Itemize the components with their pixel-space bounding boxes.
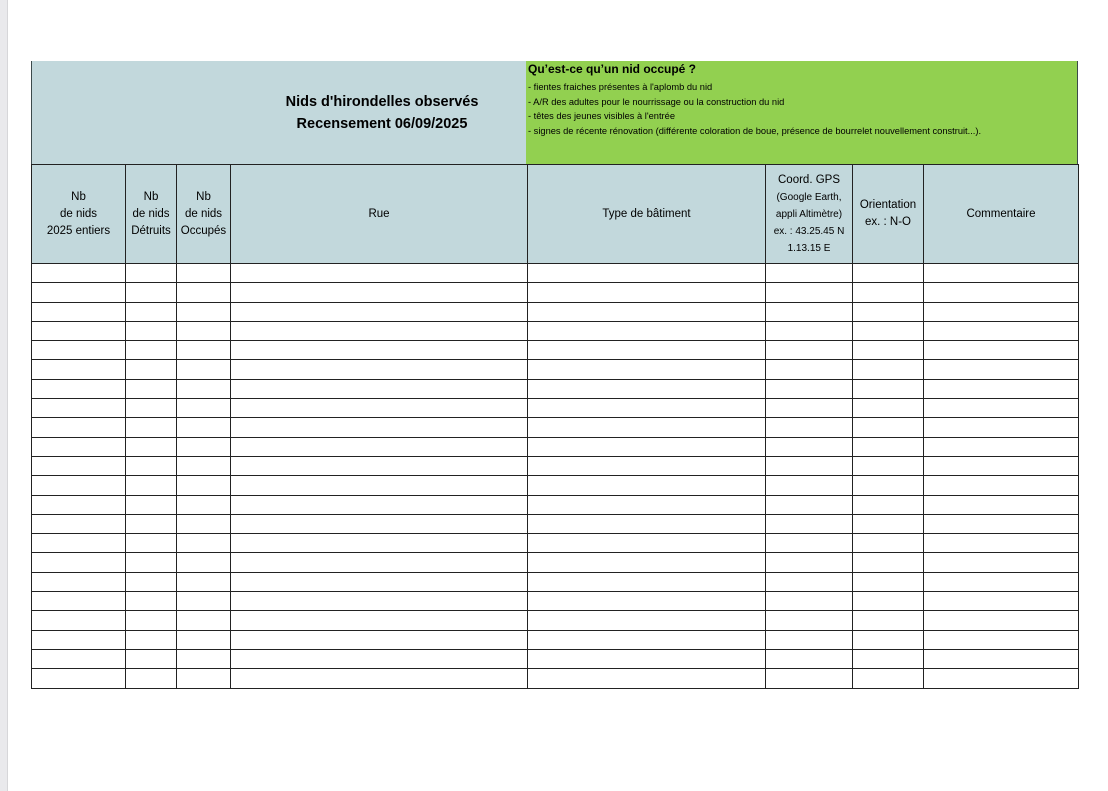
table-cell[interactable] (32, 456, 126, 475)
table-cell[interactable] (32, 341, 126, 360)
table-row (32, 572, 1079, 591)
table-cell[interactable] (853, 572, 924, 591)
table-cell[interactable] (766, 572, 853, 591)
table-cell[interactable] (528, 534, 766, 553)
table-cell[interactable] (177, 418, 231, 437)
table-cell[interactable] (32, 399, 126, 418)
table-cell[interactable] (126, 399, 177, 418)
table-cell[interactable] (126, 341, 177, 360)
table-cell[interactable] (853, 456, 924, 475)
table-cell[interactable] (766, 341, 853, 360)
table-cell[interactable] (177, 534, 231, 553)
table-cell[interactable] (528, 302, 766, 321)
census-table (31, 164, 1079, 689)
table-cell[interactable] (177, 630, 231, 649)
table-cell[interactable] (924, 514, 1079, 533)
header-line: de nids (59, 207, 98, 220)
table-cell[interactable] (853, 399, 924, 418)
header-line: Nb (71, 190, 86, 203)
table-cell[interactable] (126, 418, 177, 437)
table-cell[interactable] (853, 437, 924, 456)
header-line: appli Altimètre) (775, 208, 843, 220)
info-list (528, 80, 1073, 138)
table-cell[interactable] (32, 572, 126, 591)
table-cell[interactable] (177, 321, 231, 340)
table-cell[interactable] (924, 437, 1079, 456)
occupied-nest-info (526, 61, 1078, 164)
table-row (32, 418, 1079, 437)
table-row (32, 476, 1079, 495)
table-cell[interactable] (528, 495, 766, 514)
header-line: Rue (368, 207, 390, 220)
table-cell[interactable] (126, 649, 177, 668)
header-line: 1.13.15 E (787, 242, 831, 254)
table-cell[interactable] (924, 630, 1079, 649)
col-header-gps (766, 165, 853, 264)
table-cell[interactable] (528, 456, 766, 475)
table-row (32, 553, 1079, 572)
table-cell[interactable] (231, 379, 528, 398)
table-cell[interactable] (231, 495, 528, 514)
table-cell[interactable] (231, 476, 528, 495)
table-cell[interactable] (853, 321, 924, 340)
title-block (31, 61, 527, 164)
table-row (32, 649, 1079, 668)
table-cell[interactable] (126, 534, 177, 553)
header-row (32, 165, 1079, 264)
table-cell[interactable] (177, 514, 231, 533)
table-cell[interactable] (528, 476, 766, 495)
table-cell[interactable] (528, 611, 766, 630)
table-cell[interactable] (853, 534, 924, 553)
table-cell[interactable] (177, 611, 231, 630)
table-cell[interactable] (231, 283, 528, 302)
table-cell[interactable] (32, 264, 126, 283)
table-cell[interactable] (177, 553, 231, 572)
table-cell[interactable] (528, 437, 766, 456)
col-header-comment (924, 165, 1079, 264)
table-cell[interactable] (177, 399, 231, 418)
table-cell[interactable] (924, 302, 1079, 321)
col-header-street (231, 165, 528, 264)
table-cell[interactable] (32, 630, 126, 649)
info-item: - A/R des adultes pour le nourrissage ou la construction du nid (528, 96, 785, 107)
table-cell[interactable] (766, 360, 853, 379)
table-cell[interactable] (528, 669, 766, 688)
table-cell[interactable] (231, 649, 528, 668)
table-cell[interactable] (231, 456, 528, 475)
table-cell[interactable] (177, 592, 231, 611)
table-body (32, 264, 1079, 689)
table-cell[interactable] (528, 264, 766, 283)
table-cell[interactable] (177, 360, 231, 379)
table-cell[interactable] (853, 302, 924, 321)
header-line: Occupés (180, 224, 227, 237)
table-cell[interactable] (853, 476, 924, 495)
table-cell[interactable] (766, 611, 853, 630)
table-cell[interactable] (924, 379, 1079, 398)
table-cell[interactable] (924, 611, 1079, 630)
table-cell[interactable] (853, 630, 924, 649)
table-cell[interactable] (766, 495, 853, 514)
header-line: Commentaire (966, 207, 1036, 220)
info-item: - signes de récente rénovation (différente coloration de boue, présence de bourrelet nouvellement construit...). (528, 125, 982, 136)
table-cell[interactable] (924, 534, 1079, 553)
table-cell[interactable] (177, 456, 231, 475)
sheet-banner (31, 61, 1077, 164)
table-cell[interactable] (528, 321, 766, 340)
table-row (32, 379, 1079, 398)
col-header-nests-destroyed (126, 165, 177, 264)
table-row (32, 592, 1079, 611)
table-row (32, 341, 1079, 360)
table-cell[interactable] (177, 476, 231, 495)
table-cell[interactable] (32, 283, 126, 302)
table-cell[interactable] (766, 264, 853, 283)
header-line: (Google Earth, (776, 191, 842, 203)
table-cell[interactable] (528, 572, 766, 591)
table-cell[interactable] (766, 379, 853, 398)
table-cell[interactable] (924, 418, 1079, 437)
table-cell[interactable] (126, 321, 177, 340)
table-cell[interactable] (924, 360, 1079, 379)
table-row (32, 495, 1079, 514)
table-cell[interactable] (231, 321, 528, 340)
table-row (32, 630, 1079, 649)
table-row (32, 283, 1079, 302)
table-cell[interactable] (32, 418, 126, 437)
table-cell[interactable] (126, 572, 177, 591)
table-cell[interactable] (766, 649, 853, 668)
table-cell[interactable] (924, 649, 1079, 668)
info-title: Qu’est-ce qu’un nid occupé ? (528, 62, 697, 76)
table-cell[interactable] (177, 283, 231, 302)
table-cell[interactable] (126, 495, 177, 514)
table-row (32, 669, 1079, 688)
table-row (32, 321, 1079, 340)
table-cell[interactable] (126, 360, 177, 379)
table-row (32, 360, 1079, 379)
header-line: 2025 entiers (46, 224, 111, 237)
table-cell[interactable] (853, 611, 924, 630)
col-header-nests-occupied (177, 165, 231, 264)
table-cell[interactable] (924, 264, 1079, 283)
table-cell[interactable] (177, 495, 231, 514)
table-cell[interactable] (126, 302, 177, 321)
table-cell[interactable] (766, 476, 853, 495)
table-cell[interactable] (853, 360, 924, 379)
col-header-building-type (528, 165, 766, 264)
table-cell[interactable] (528, 360, 766, 379)
table-cell[interactable] (853, 379, 924, 398)
table-cell[interactable] (231, 572, 528, 591)
table-cell[interactable] (32, 649, 126, 668)
table-cell[interactable] (853, 669, 924, 688)
table-cell[interactable] (231, 592, 528, 611)
table-cell[interactable] (853, 495, 924, 514)
table-cell[interactable] (32, 302, 126, 321)
table-cell[interactable] (231, 514, 528, 533)
table-cell[interactable] (177, 379, 231, 398)
table-cell[interactable] (766, 630, 853, 649)
table-cell[interactable] (126, 476, 177, 495)
table-cell[interactable] (126, 630, 177, 649)
table-row (32, 399, 1079, 418)
table-cell[interactable] (126, 283, 177, 302)
table-cell[interactable] (528, 592, 766, 611)
header-line: ex. : N-O (864, 216, 911, 228)
header-line: de nids (132, 207, 170, 220)
table-cell[interactable] (766, 399, 853, 418)
table-cell[interactable] (766, 514, 853, 533)
table-row (32, 611, 1079, 630)
table-cell[interactable] (528, 649, 766, 668)
table-cell[interactable] (766, 553, 853, 572)
table-cell[interactable] (231, 302, 528, 321)
table-cell[interactable] (231, 437, 528, 456)
table-cell[interactable] (924, 669, 1079, 688)
sheet-title (252, 91, 512, 135)
table-cell[interactable] (924, 553, 1079, 572)
table-cell[interactable] (924, 456, 1079, 475)
table-cell[interactable] (924, 399, 1079, 418)
header-line: de nids (184, 207, 223, 220)
table-cell[interactable] (32, 476, 126, 495)
page-left-edge (0, 0, 8, 791)
table-row (32, 514, 1079, 533)
table-cell[interactable] (32, 611, 126, 630)
table-cell[interactable] (231, 418, 528, 437)
table-cell[interactable] (32, 592, 126, 611)
table-cell[interactable] (853, 341, 924, 360)
table-cell[interactable] (177, 669, 231, 688)
table-cell[interactable] (853, 592, 924, 611)
table-cell[interactable] (528, 399, 766, 418)
table-cell[interactable] (924, 476, 1079, 495)
header-line: Orientation (859, 199, 917, 211)
table-cell[interactable] (32, 514, 126, 533)
table-cell[interactable] (853, 283, 924, 302)
table-cell[interactable] (126, 379, 177, 398)
table-cell[interactable] (177, 264, 231, 283)
col-header-nests-intact (32, 165, 126, 264)
table-cell[interactable] (231, 341, 528, 360)
table-cell[interactable] (231, 534, 528, 553)
table-row (32, 437, 1079, 456)
table-cell[interactable] (766, 534, 853, 553)
table-cell[interactable] (231, 360, 528, 379)
table-cell[interactable] (177, 302, 231, 321)
table-cell[interactable] (766, 418, 853, 437)
table-cell[interactable] (126, 514, 177, 533)
table-cell[interactable] (528, 630, 766, 649)
table-cell[interactable] (177, 572, 231, 591)
table-cell[interactable] (924, 341, 1079, 360)
table-cell[interactable] (528, 418, 766, 437)
info-item: - fientes fraiches présentes à l'aplomb du nid (528, 82, 713, 92)
table-cell[interactable] (177, 437, 231, 456)
table-cell[interactable] (528, 379, 766, 398)
header-line: Détruits (131, 224, 171, 237)
table-row (32, 456, 1079, 475)
table-cell[interactable] (766, 283, 853, 302)
table-cell[interactable] (32, 553, 126, 572)
table-cell[interactable] (766, 456, 853, 475)
table-cell[interactable] (32, 437, 126, 456)
table-cell[interactable] (853, 553, 924, 572)
table-cell[interactable] (32, 534, 126, 553)
table-cell[interactable] (853, 264, 924, 283)
header-line: Nb (143, 190, 159, 203)
table-cell[interactable] (126, 592, 177, 611)
table-cell[interactable] (126, 264, 177, 283)
table-row (32, 302, 1079, 321)
table-row (32, 534, 1079, 553)
col-header-orientation (853, 165, 924, 264)
table-cell[interactable] (924, 321, 1079, 340)
header-line: Coord. GPS (778, 173, 840, 186)
table-cell[interactable] (528, 514, 766, 533)
table-cell[interactable] (126, 437, 177, 456)
header-line: Type de bâtiment (602, 207, 691, 220)
table-cell[interactable] (853, 418, 924, 437)
header-line: Nb (196, 190, 211, 203)
table-cell[interactable] (924, 572, 1079, 591)
table-cell[interactable] (126, 611, 177, 630)
table-cell[interactable] (177, 649, 231, 668)
table-cell[interactable] (853, 649, 924, 668)
table-cell[interactable] (126, 456, 177, 475)
table-cell[interactable] (766, 437, 853, 456)
table-cell[interactable] (924, 283, 1079, 302)
table-cell[interactable] (231, 264, 528, 283)
table-row (32, 264, 1079, 283)
table-cell[interactable] (528, 553, 766, 572)
table-cell[interactable] (766, 592, 853, 611)
info-item: - têtes des jeunes visibles à l'entrée (528, 111, 675, 122)
table-cell[interactable] (528, 283, 766, 302)
table-cell[interactable] (126, 669, 177, 688)
table-cell[interactable] (231, 553, 528, 572)
table-cell[interactable] (32, 495, 126, 514)
table-cell[interactable] (231, 630, 528, 649)
table-cell[interactable] (853, 514, 924, 533)
table-cell[interactable] (766, 321, 853, 340)
table-cell[interactable] (766, 302, 853, 321)
table-cell[interactable] (177, 341, 231, 360)
table-cell[interactable] (32, 379, 126, 398)
table-cell[interactable] (766, 669, 853, 688)
table-cell[interactable] (528, 341, 766, 360)
table-cell[interactable] (231, 399, 528, 418)
header-line: ex. : 43.25.45 N (773, 225, 845, 237)
table-cell[interactable] (32, 669, 126, 688)
table-cell[interactable] (32, 360, 126, 379)
table-cell[interactable] (126, 553, 177, 572)
table-cell[interactable] (924, 495, 1079, 514)
table-cell[interactable] (32, 321, 126, 340)
title-line-2: Recensement 06/09/2025 (296, 116, 468, 132)
table-cell[interactable] (231, 669, 528, 688)
table-cell[interactable] (924, 592, 1079, 611)
title-line-1: Nids d'hirondelles observés (285, 94, 479, 110)
table-cell[interactable] (231, 611, 528, 630)
